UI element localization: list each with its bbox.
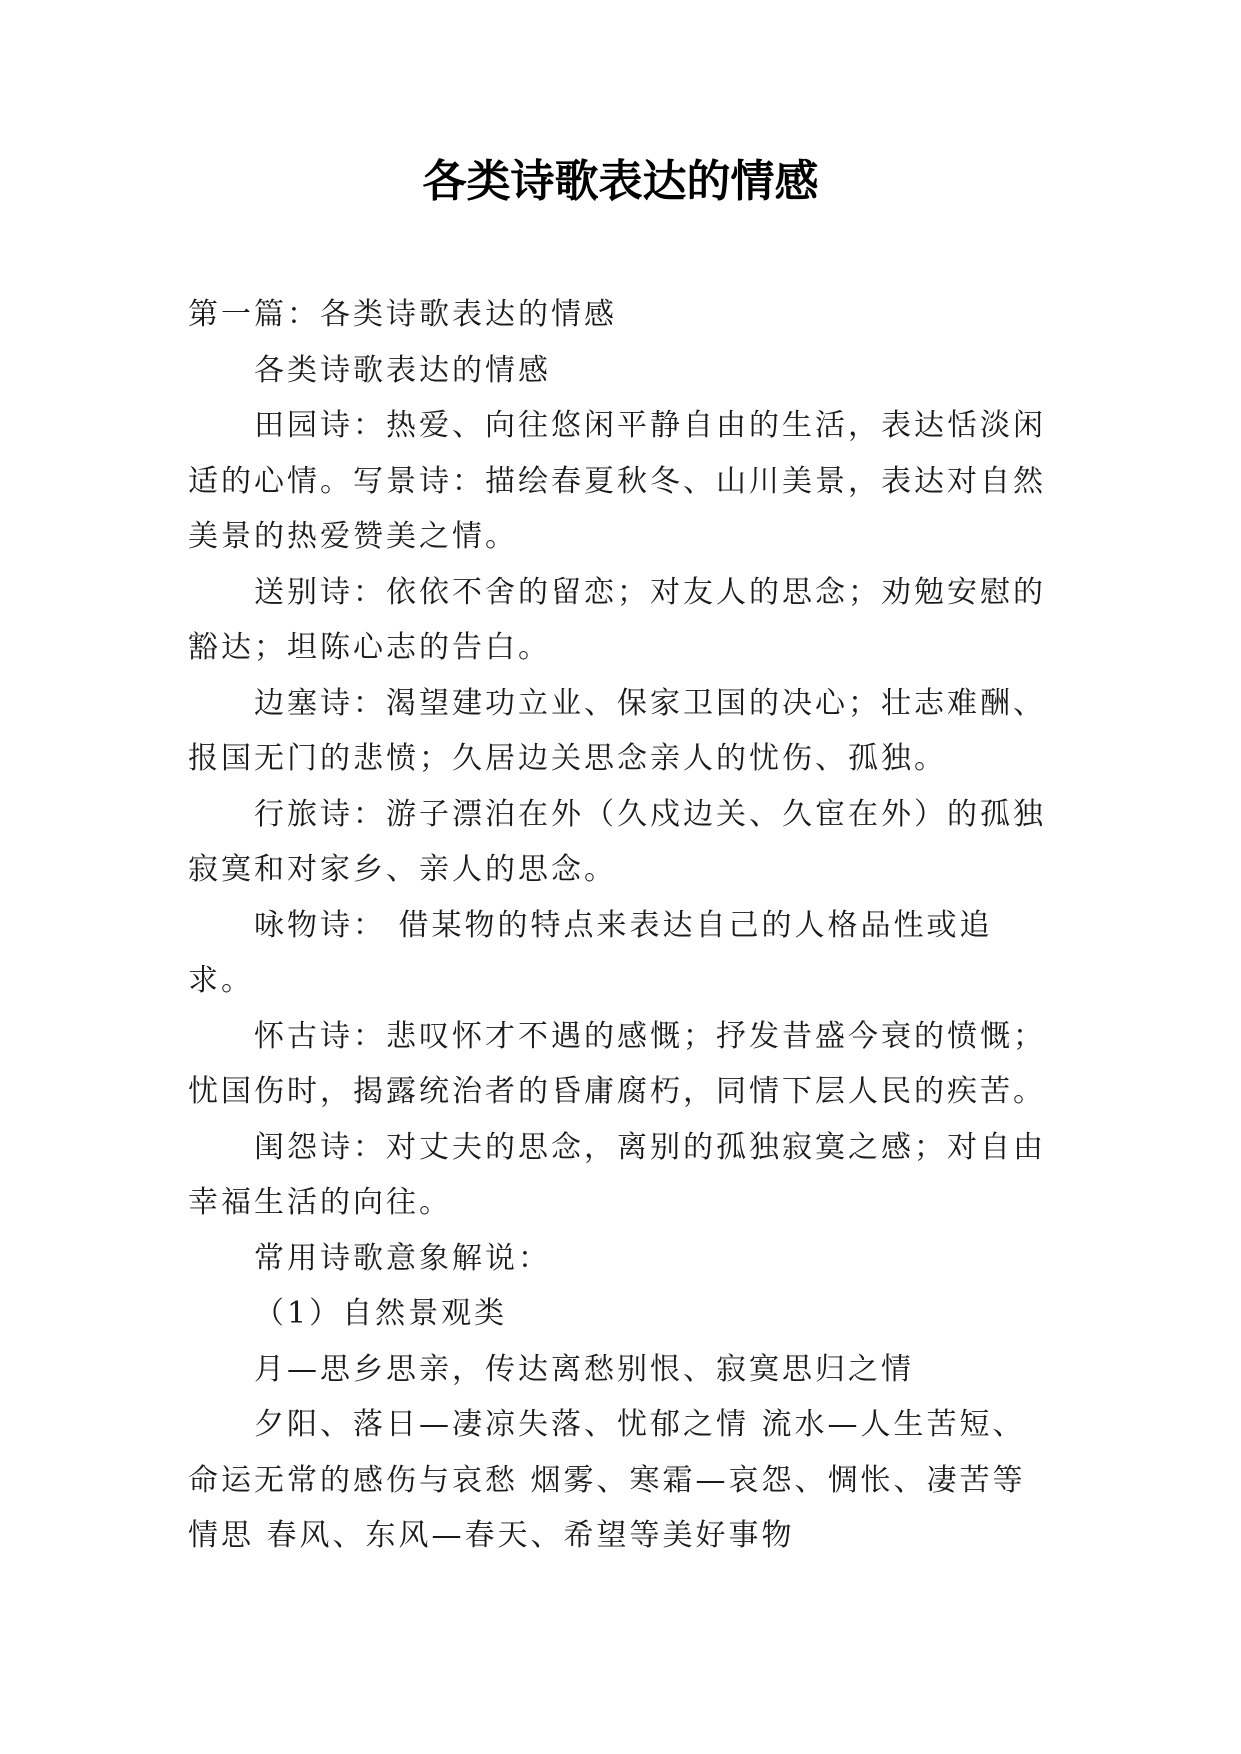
paragraph-pastoral-landscape: 田园诗：热爱、向往悠闲平静自由的生活，表达恬淡闲适的心情。写景诗：描绘春夏秋冬、山川美景，表达对自然美景的热爱赞美之情。 bbox=[188, 408, 1046, 554]
paragraph-object: 咏物诗： 借某物的特点来表达自己的人格品性或追求。 bbox=[188, 907, 993, 998]
paragraph-travel: 行旅诗：游子漂泊在外（久戍边关、久宦在外）的孤独寂寞和对家乡、亲人的思念。 bbox=[188, 796, 1046, 887]
document-body bbox=[188, 287, 1048, 1564]
document-title: 各类诗歌表达的情感 bbox=[422, 156, 819, 207]
paragraph-moon: 月—思乡思亲，传达离愁别恨、寂寞思归之情 bbox=[254, 1351, 914, 1387]
paragraph-imagery-heading: 常用诗歌意象解说： bbox=[254, 1240, 551, 1276]
section-heading: 第一篇：各类诗歌表达的情感 bbox=[188, 297, 617, 332]
paragraph-farewell: 送别诗：依依不舍的留恋；对友人的思念；劝勉安慰的豁达；坦陈心志的告白。 bbox=[188, 574, 1046, 665]
paragraph-frontier: 边塞诗：渴望建功立业、保家卫国的决心；壮志难酬、报国无门的悲愤；久居边关思念亲人的忧伤、孤独。 bbox=[188, 685, 1046, 776]
paragraph-boudoir: 闺怨诗：对丈夫的思念，离别的孤独寂寞之感；对自由幸福生活的向往。 bbox=[188, 1129, 1046, 1220]
section-subtitle: 各类诗歌表达的情感 bbox=[254, 352, 551, 388]
paragraph-nostalgia: 怀古诗：悲叹怀才不遇的感慨；抒发昔盛今衰的愤慨；忧国伤时，揭露统治者的昏庸腐朽，同情下层人民的疾苦。 bbox=[188, 1018, 1046, 1109]
paragraph-nature-category: （1）自然景观类 bbox=[254, 1296, 508, 1331]
paragraph-imagery-list: 夕阳、落日—凄凉失落、忧郁之情 流水—人生苦短、命运无常的感伤与哀愁 烟雾、寒霜—哀怨、惆怅、凄苦等情思 春风、东风—春天、希望等美好事物 bbox=[188, 1407, 1026, 1553]
